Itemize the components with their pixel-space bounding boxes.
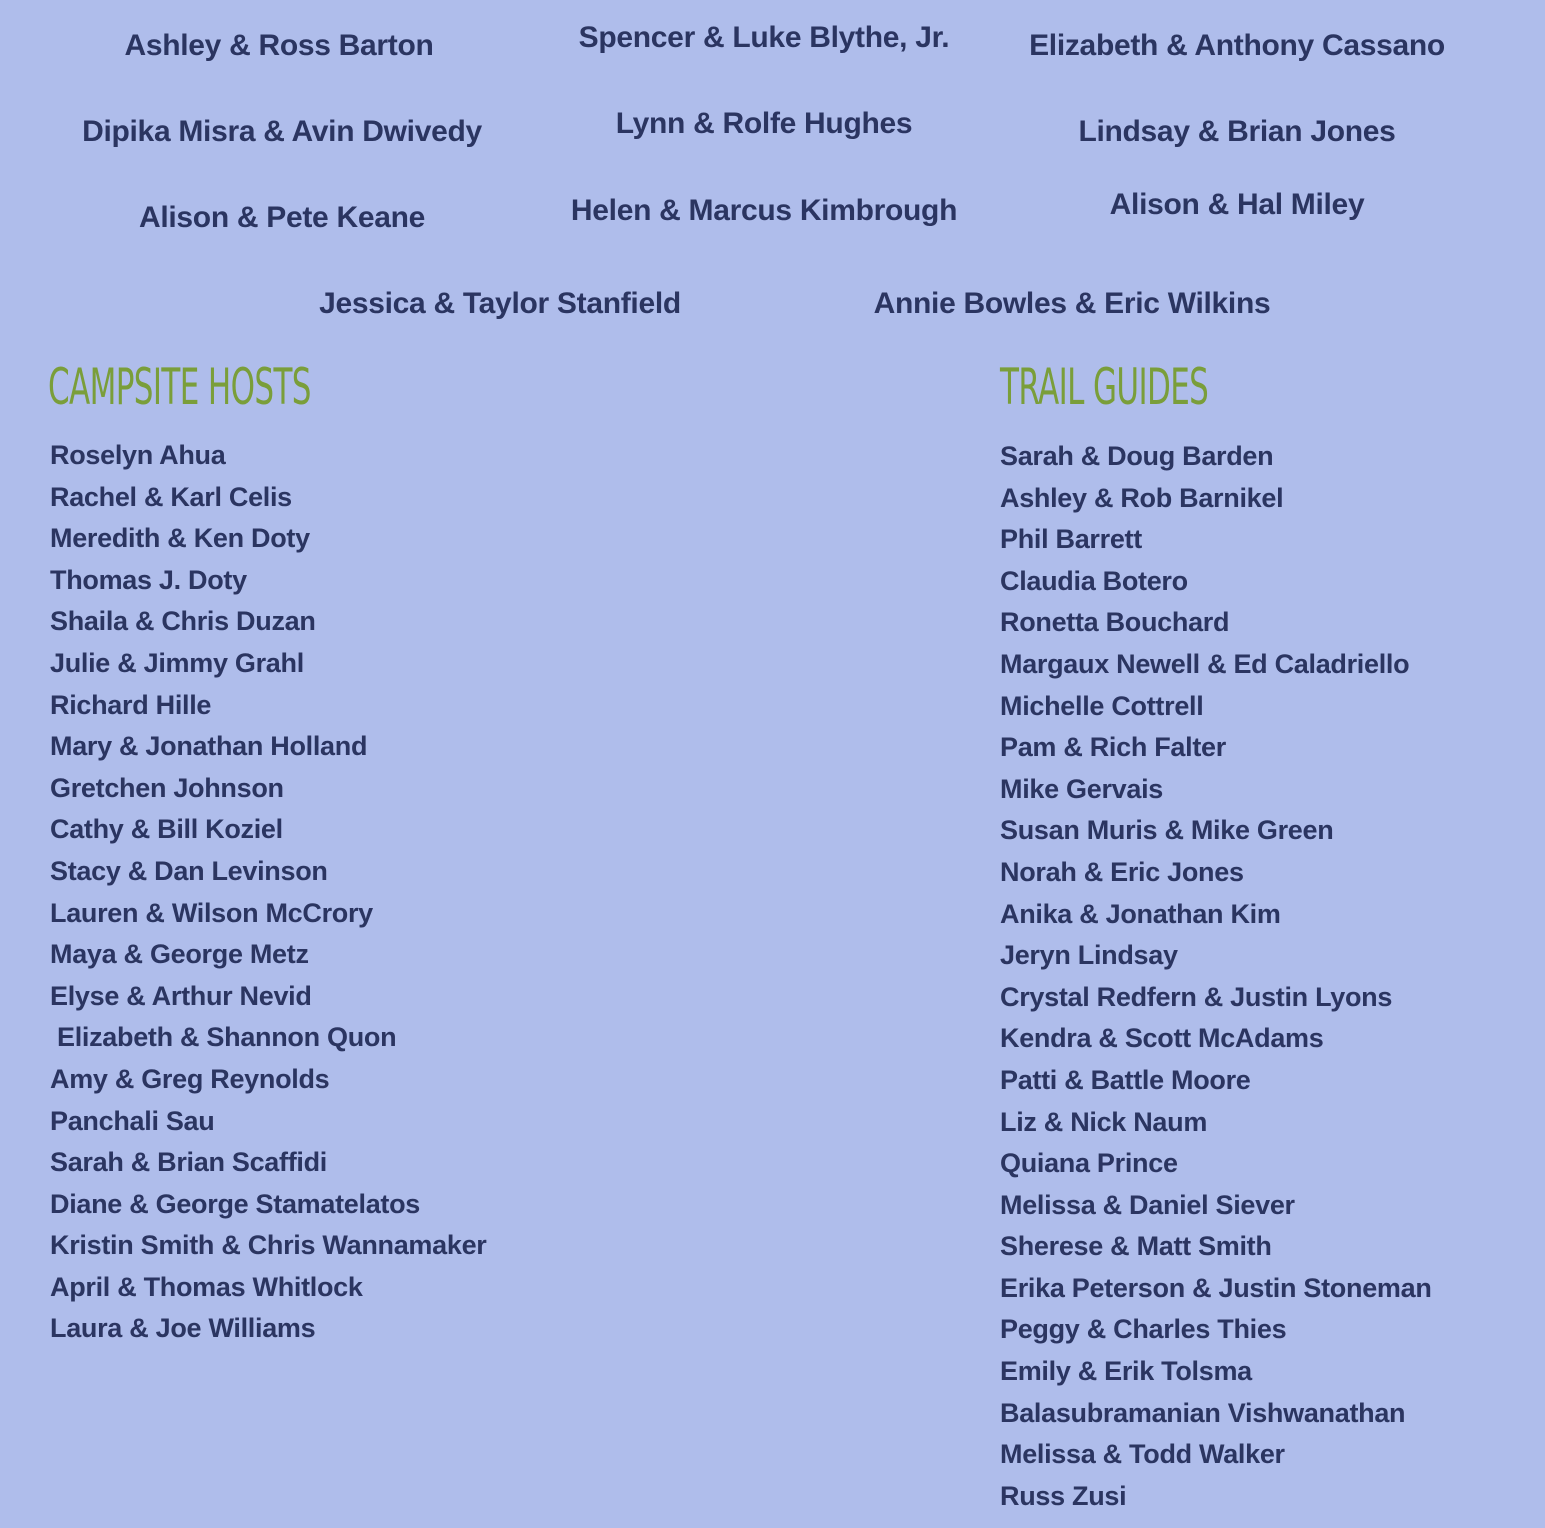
list-item: Richard Hille <box>50 689 212 720</box>
list-item: Erika Peterson & Justin Stoneman <box>1000 1272 1432 1303</box>
list-item: Russ Zusi <box>1000 1480 1127 1511</box>
list-item: Rachel & Karl Celis <box>50 481 292 512</box>
list-item: Pam & Rich Falter <box>1000 732 1226 763</box>
featured-name: Dipika Misra & Avin Dwivedy <box>82 115 482 148</box>
list-item: Kristin Smith & Chris Wannamaker <box>50 1230 487 1261</box>
list-item: Shaila & Chris Duzan <box>50 606 316 637</box>
list-item: Sherese & Matt Smith <box>1000 1231 1272 1262</box>
list-item: Anika & Jonathan Kim <box>1000 898 1281 929</box>
list-item: Ashley & Rob Barnikel <box>1000 482 1284 513</box>
featured-name: Alison & Hal Miley <box>1109 188 1365 221</box>
list-item: Sarah & Brian Scaffidi <box>50 1147 327 1178</box>
list-item: Meredith & Ken Doty <box>50 523 310 554</box>
list-item: Emily & Erik Tolsma <box>1000 1356 1252 1387</box>
list-item: Amy & Greg Reynolds <box>50 1063 330 1094</box>
featured-name: Annie Bowles & Eric Wilkins <box>873 287 1271 320</box>
list-item: Mike Gervais <box>1000 773 1164 804</box>
list-item: Balasubramanian Vishwanathan <box>1000 1397 1406 1428</box>
campsite-hosts-heading: CAMPSITE HOSTS <box>48 358 311 416</box>
list-item: Cathy & Bill Koziel <box>50 814 283 845</box>
list-item: Diane & George Stamatelatos <box>50 1188 421 1219</box>
list-item: Elyse & Arthur Nevid <box>50 980 312 1011</box>
list-item: April & Thomas Whitlock <box>50 1271 363 1302</box>
featured-name: Elizabeth & Anthony Cassano <box>1029 29 1445 62</box>
list-item: Maya & George Metz <box>50 939 309 970</box>
list-item: Mary & Jonathan Holland <box>50 731 368 762</box>
list-item: Michelle Cottrell <box>1000 690 1204 721</box>
list-item: Phil Barrett <box>1000 524 1142 555</box>
trail-guides-heading: TRAIL GUIDES <box>1000 358 1209 416</box>
list-item: Jeryn Lindsay <box>1000 940 1178 971</box>
list-item: Quiana Prince <box>1000 1148 1178 1179</box>
trail-guides-list <box>1000 436 1432 1517</box>
list-item: Liz & Nick Naum <box>1000 1106 1208 1137</box>
featured-name: Spencer & Luke Blythe, Jr. <box>578 21 950 54</box>
list-item: Margaux Newell & Ed Caladriello <box>1000 648 1410 679</box>
list-item: Roselyn Ahua <box>50 440 226 470</box>
featured-name: Helen & Marcus Kimbrough <box>570 194 958 227</box>
list-item: Lauren & Wilson McCrory <box>50 897 373 928</box>
list-item: Stacy & Dan Levinson <box>50 855 328 886</box>
list-item: Peggy & Charles Thies <box>1000 1314 1287 1345</box>
list-item: Claudia Botero <box>1000 565 1188 596</box>
list-item: Laura & Joe Williams <box>50 1313 316 1344</box>
list-item: Crystal Redfern & Justin Lyons <box>1000 981 1393 1012</box>
featured-name: Jessica & Taylor Stanfield <box>319 287 681 320</box>
list-item: Ronetta Bouchard <box>1000 607 1230 638</box>
list-item: Kendra & Scott McAdams <box>1000 1023 1324 1054</box>
list-item: Elizabeth & Shannon Quon <box>57 1022 397 1053</box>
list-item: Melissa & Daniel Siever <box>1000 1189 1295 1220</box>
list-item: Julie & Jimmy Grahl <box>50 647 304 678</box>
list-item: Susan Muris & Mike Green <box>1000 815 1334 846</box>
list-item: Thomas J. Doty <box>50 564 247 595</box>
list-item: Sarah & Doug Barden <box>1000 441 1274 471</box>
featured-name: Alison & Pete Keane <box>138 201 426 234</box>
list-item: Patti & Battle Moore <box>1000 1064 1251 1095</box>
list-item: Melissa & Todd Walker <box>1000 1439 1285 1470</box>
list-item: Gretchen Johnson <box>50 772 284 803</box>
featured-name: Lindsay & Brian Jones <box>1078 115 1396 148</box>
featured-name: Lynn & Rolfe Hughes <box>615 107 913 140</box>
featured-name: Ashley & Ross Barton <box>124 29 434 62</box>
list-item: Panchali Sau <box>50 1105 215 1136</box>
campsite-hosts-list <box>50 435 487 1350</box>
list-item: Norah & Eric Jones <box>1000 856 1244 887</box>
